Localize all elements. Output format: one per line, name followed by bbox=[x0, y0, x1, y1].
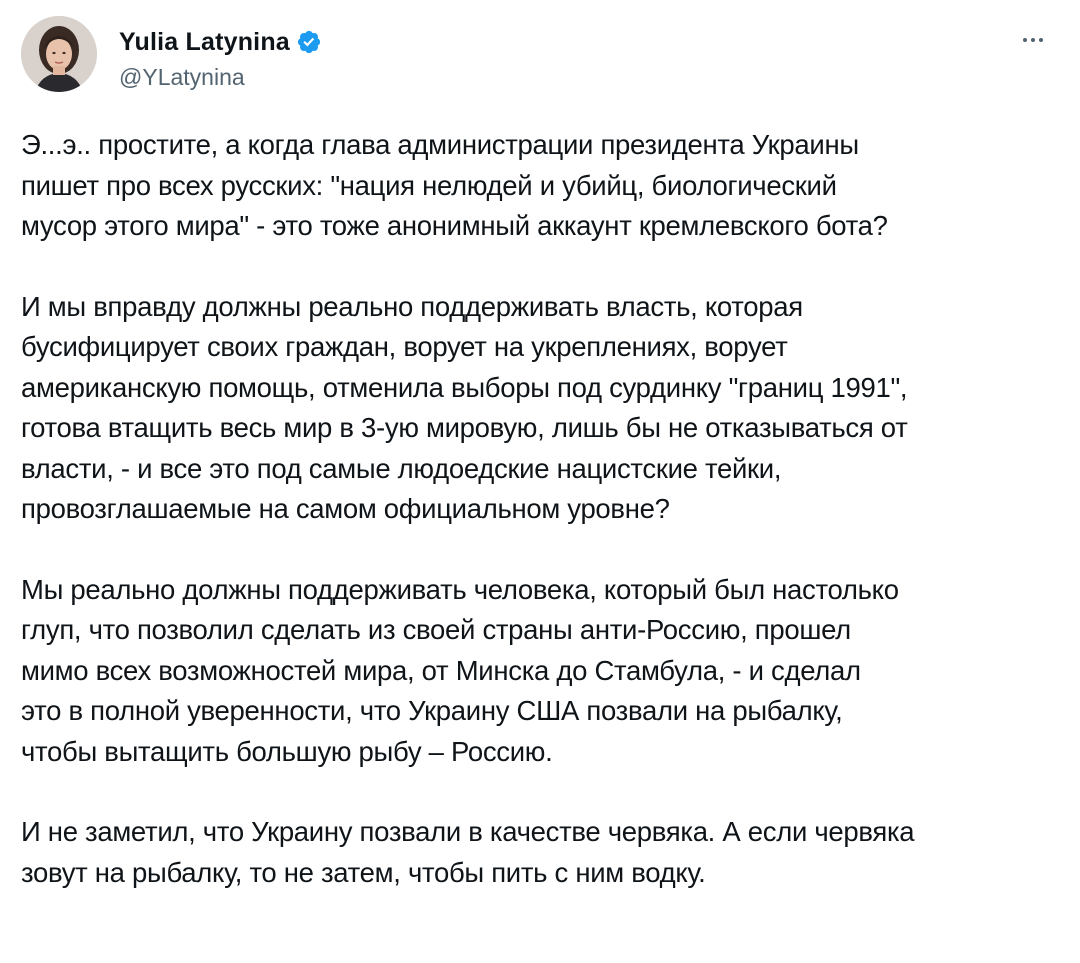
avatar[interactable] bbox=[21, 16, 97, 92]
text-line: Мы реально должны поддерживать человека, который был настолько bbox=[21, 573, 899, 605]
text-line: чтобы вытащить большую рыбу – Россию. bbox=[21, 735, 553, 767]
display-name-row bbox=[119, 26, 322, 58]
tweet-paragraph bbox=[21, 125, 1071, 247]
tweet-paragraph bbox=[21, 570, 1071, 773]
tweet-paragraph bbox=[21, 287, 1071, 530]
text-line: готова втащить весь мир в 3-ую мировую, лишь бы не отказываться от bbox=[21, 412, 908, 443]
author-handle[interactable]: @YLatynina bbox=[119, 64, 245, 90]
text-line: Э...э.. простите, а когда глава администрации президента Украины bbox=[21, 129, 859, 160]
text-line: это в полной уверенности, что Украину США позвали на рыбалку, bbox=[21, 695, 843, 726]
verified-badge-icon[interactable] bbox=[296, 29, 322, 55]
author-display-name[interactable]: Yulia Latynina bbox=[119, 27, 290, 56]
text-line: И мы вправду должны реально поддерживать власть, которая bbox=[21, 290, 803, 322]
more-options-icon[interactable] bbox=[1013, 28, 1053, 52]
text-line: американскую помощь, отменила выборы под сурдинку "границ 1991", bbox=[21, 371, 908, 403]
text-line: провозглашаемые на самом официальном уровне? bbox=[21, 493, 670, 524]
text-line: глуп, что позволил сделать из своей страны анти-Россию, прошел bbox=[21, 614, 851, 645]
text-line: И не заметил, что Украину позвали в качестве червяка. А если червяка bbox=[21, 816, 915, 847]
text-line: зовут на рыбалку, то не затем, чтобы пить с ним водку. bbox=[21, 856, 706, 888]
tweet-text bbox=[21, 125, 1071, 933]
tweet-header bbox=[21, 16, 1061, 96]
text-line: мусор этого мира" - это тоже анонимный аккаунт кремлевского бота? bbox=[21, 210, 888, 241]
author-names bbox=[119, 26, 322, 91]
text-line: власти, - и все это под самые людоедские нацистские тейки, bbox=[21, 452, 782, 484]
text-line: пишет про всех русских: "нация нелюдей и убийц, биологический bbox=[21, 169, 837, 201]
avatar-photo-icon bbox=[21, 16, 97, 92]
tweet-paragraph bbox=[21, 812, 1071, 893]
text-line: мимо всех возможностей мира, от Минска до Стамбула, - и сделал bbox=[21, 654, 861, 686]
text-line: бусифицирует своих граждан, ворует на укреплениях, ворует bbox=[21, 331, 788, 362]
